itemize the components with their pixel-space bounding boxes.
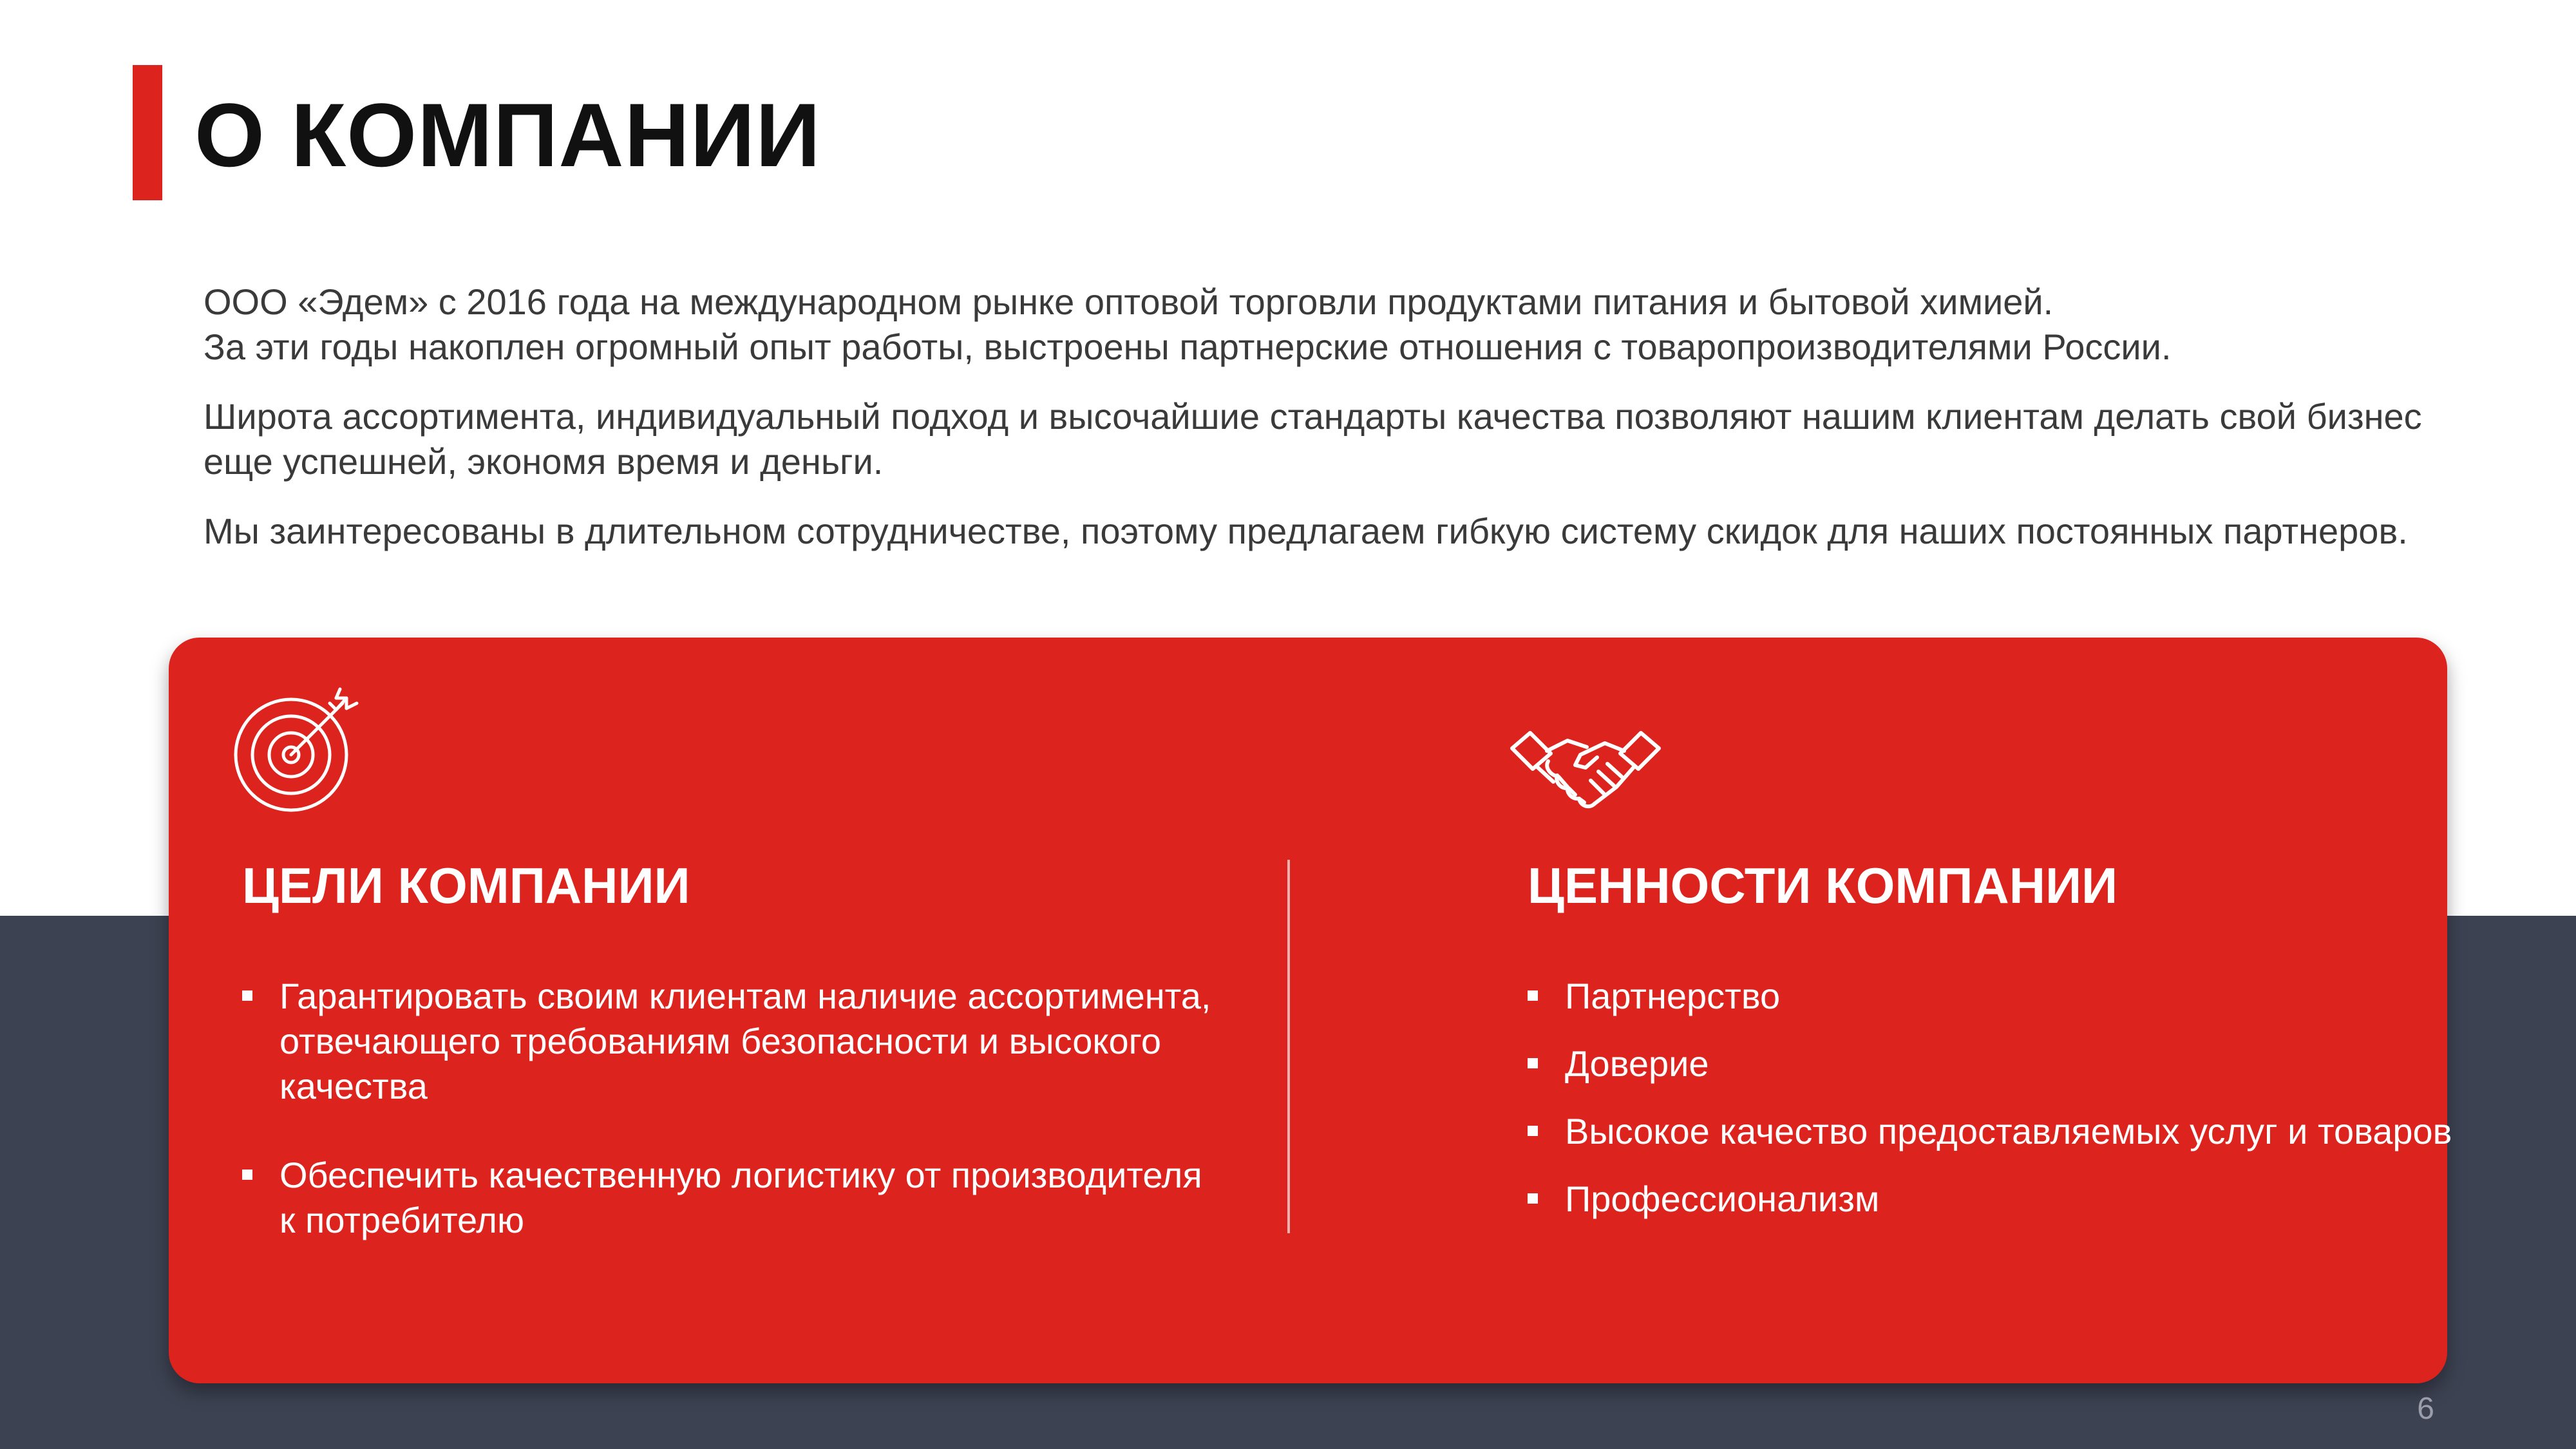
goals-item-line: отвечающего требованиям безопасности и высокого bbox=[279, 1021, 1161, 1061]
goals-values-card bbox=[169, 638, 2452, 1383]
goals-item-line: качества bbox=[279, 1066, 428, 1106]
values-list-item: Партнерство bbox=[1528, 974, 2494, 1019]
goals-list-item bbox=[242, 1153, 1247, 1243]
intro-paragraph bbox=[204, 394, 2496, 484]
target-icon bbox=[233, 684, 362, 813]
goals-list-item bbox=[242, 974, 1247, 1109]
intro-text bbox=[204, 279, 2496, 578]
goals-list bbox=[242, 974, 1247, 1287]
goals-item-line: к потребителю bbox=[279, 1200, 524, 1240]
intro-paragraph bbox=[204, 279, 2496, 370]
intro-line: Широта ассортимента, индивидуальный подход и высочайшие стандарты качества позволяют нашим клиентам делать свой бизнес bbox=[204, 396, 2422, 437]
goals-title: ЦЕЛИ КОМПАНИИ bbox=[242, 857, 690, 914]
goals-item-line: Обеспечить качественную логистику от производителя bbox=[279, 1155, 1202, 1195]
values-title: ЦЕННОСТИ КОМПАНИИ bbox=[1528, 857, 2118, 914]
intro-line: Мы заинтересованы в длительном сотрудничестве, поэтому предлагаем гибкую систему скидок для наших постоянных партнеров. bbox=[204, 511, 2408, 551]
intro-line: За эти годы накоплен огромный опыт работы, выстроены партнерские отношения с товаропроизводителями России. bbox=[204, 327, 2172, 367]
goals-item-line: Гарантировать своим клиентам наличие ассортимента, bbox=[279, 976, 1211, 1016]
handshake-icon bbox=[1508, 715, 1663, 811]
page-title: О КОМПАНИИ bbox=[194, 84, 821, 185]
page-number: 6 bbox=[2417, 1392, 2434, 1426]
values-list-item: Высокое качество предоставляемых услуг и товаров bbox=[1528, 1109, 2494, 1154]
intro-paragraph bbox=[204, 509, 2496, 554]
column-divider bbox=[1287, 860, 1290, 1233]
title-accent-bar bbox=[133, 65, 162, 200]
values-list bbox=[1528, 974, 2494, 1244]
intro-line: еще успешней, экономя время и деньги. bbox=[204, 441, 884, 482]
values-list-item: Профессионализм bbox=[1528, 1177, 2494, 1222]
values-list-item: Доверие bbox=[1528, 1041, 2494, 1086]
intro-line: ООО «Эдем» с 2016 года на международном рынке оптовой торговли продуктами питания и бытовой химией. bbox=[204, 281, 2054, 322]
